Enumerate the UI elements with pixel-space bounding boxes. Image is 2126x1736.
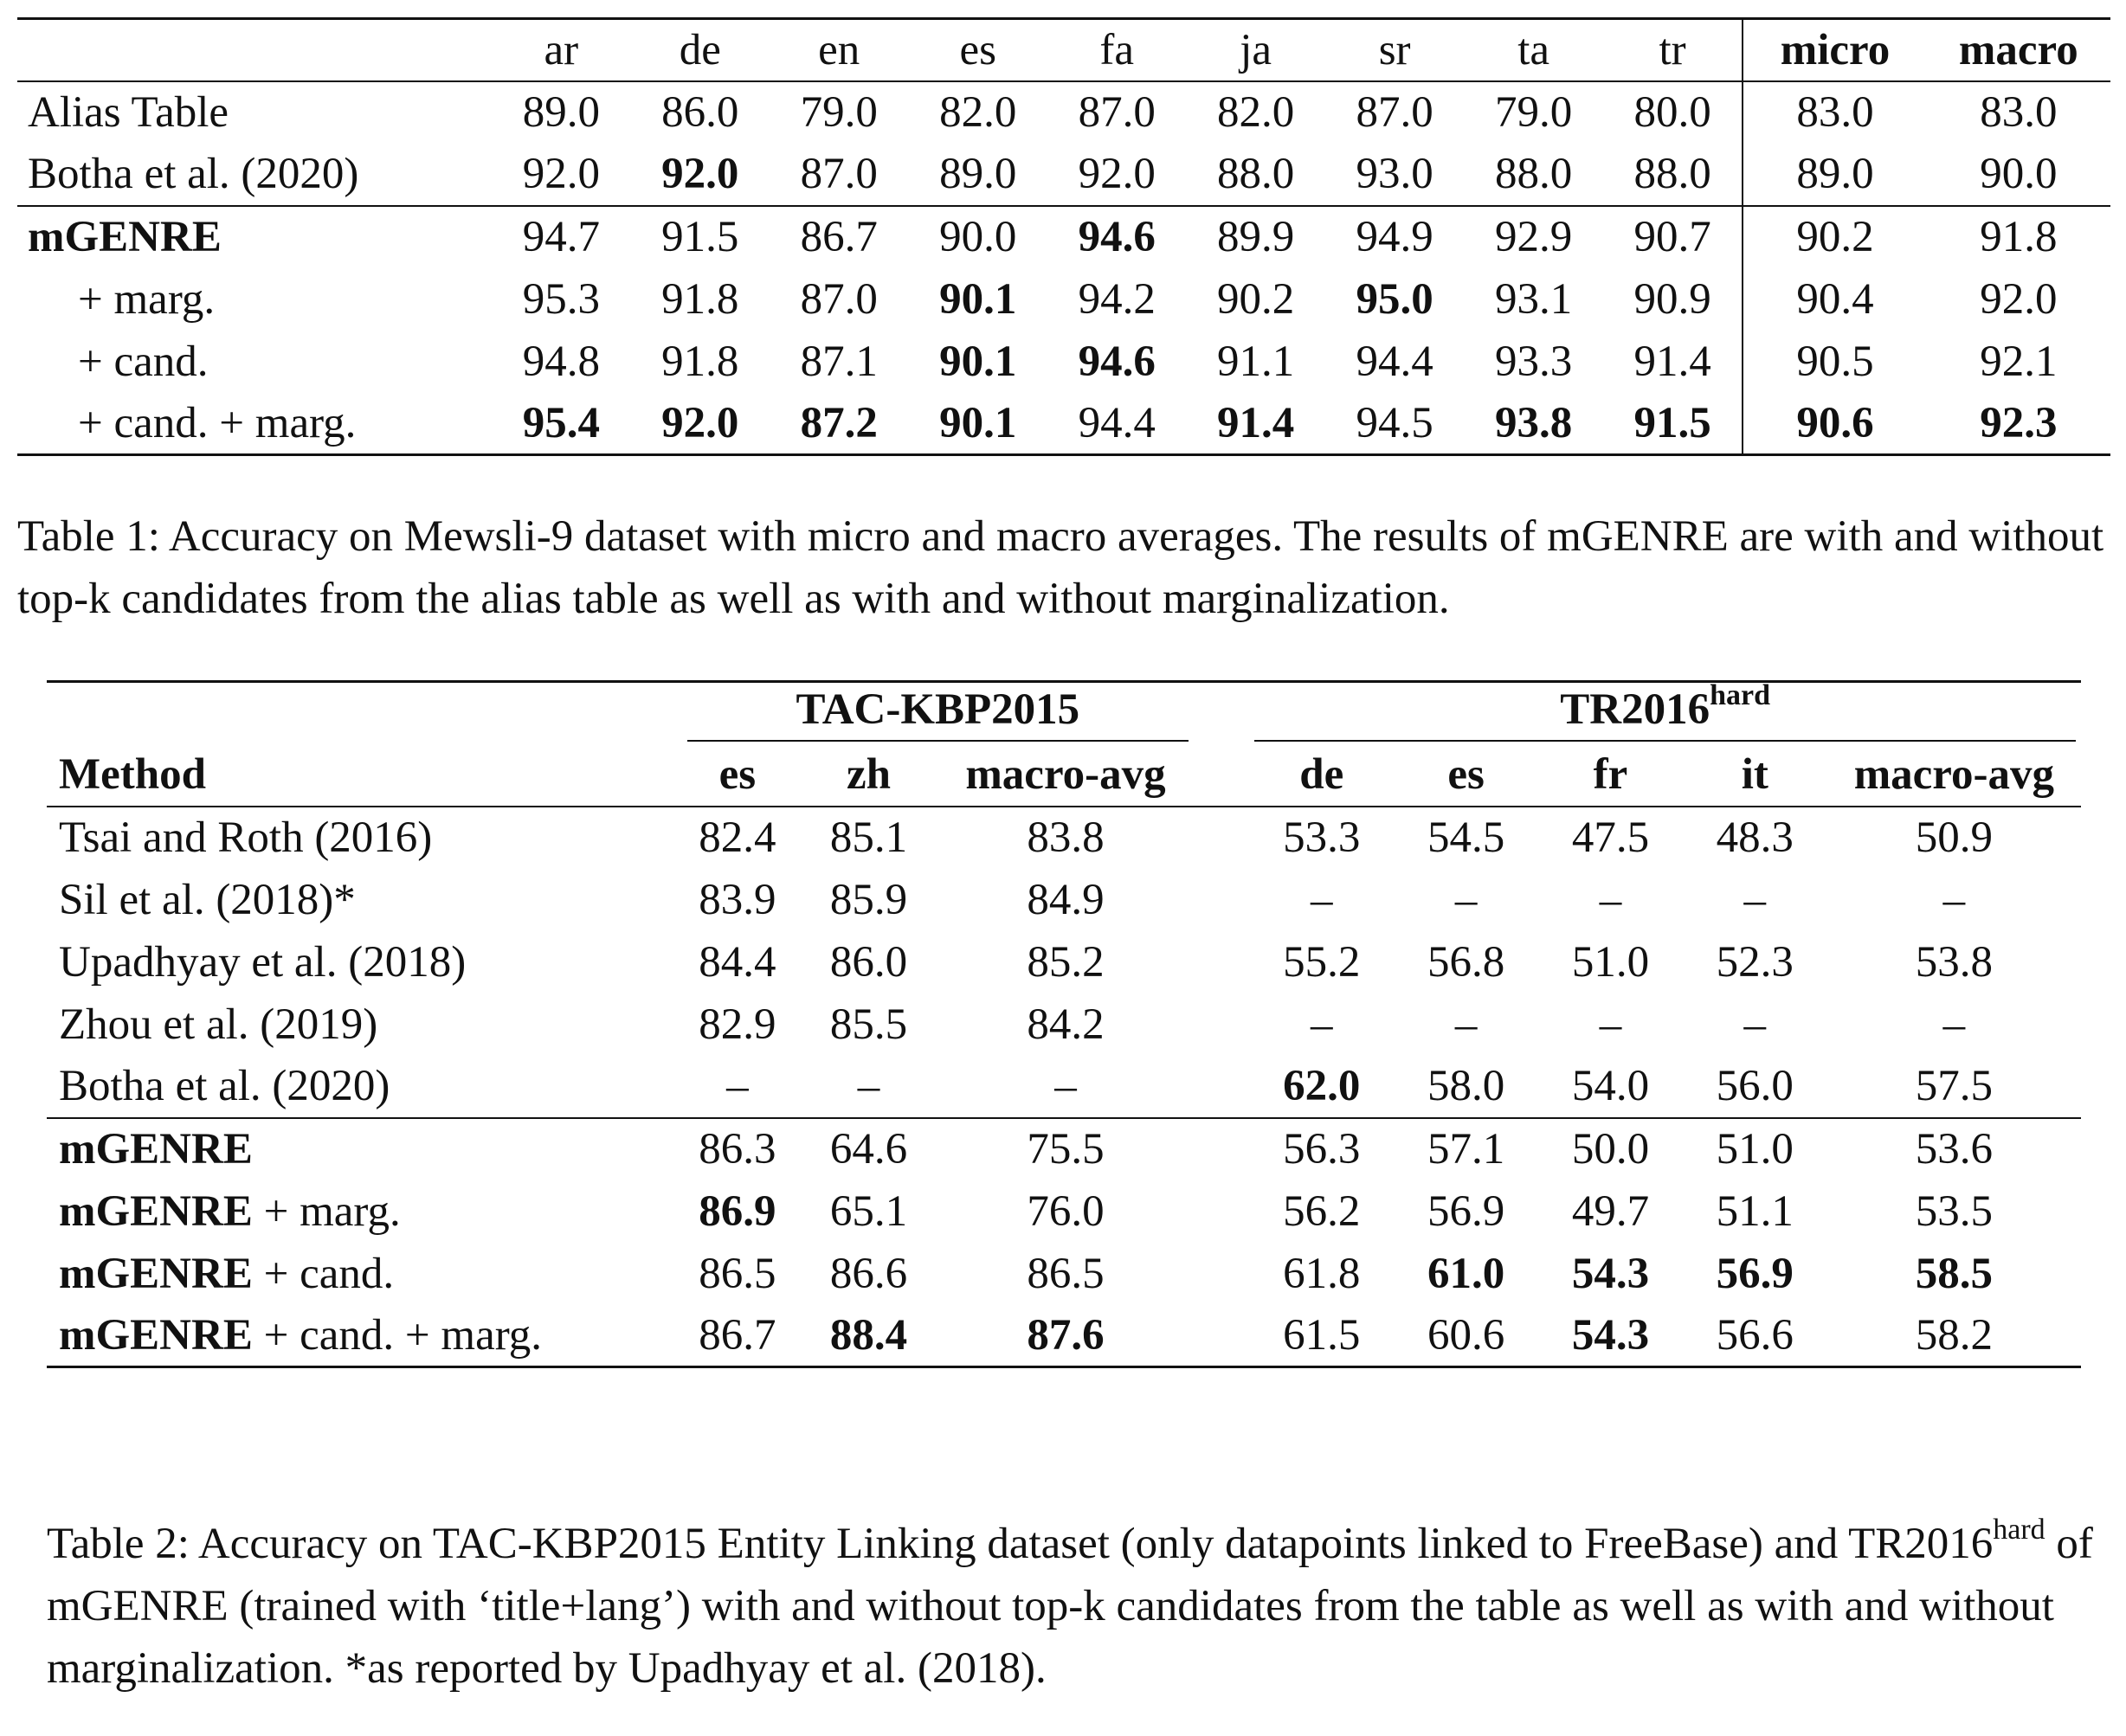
table2-caption-part2: of mGENRE (trained with ‘title+lang’) with and without top-k candidates from the table as well as with and without marginalization. *as reported by Upadhyay et al. (2018). xyxy=(47,1520,2093,1693)
cell: 89.9 xyxy=(1217,213,1295,261)
cell: 56.9 xyxy=(1716,1249,1794,1298)
cell: 53.8 xyxy=(1915,937,1993,987)
table-row xyxy=(47,1118,2081,1180)
table2-gap xyxy=(1197,1305,1250,1367)
cell: 76.0 xyxy=(1027,1186,1105,1236)
row-method: + cand. + marg. xyxy=(17,393,492,455)
cell: 92.9 xyxy=(1494,213,1573,261)
cell: 94.6 xyxy=(1078,213,1156,261)
cell: 57.5 xyxy=(1827,1056,2081,1118)
cell: 53.6 xyxy=(1915,1125,1993,1173)
cell: 49.7 xyxy=(1571,1186,1650,1236)
cell: 57.1 xyxy=(1427,1125,1505,1173)
cell: 87.0 xyxy=(1356,88,1433,137)
row-method xyxy=(47,1056,672,1118)
cell: 51.0 xyxy=(1716,1125,1794,1173)
table-row xyxy=(47,1056,2081,1118)
cell: 60.6 xyxy=(1394,1305,1538,1367)
cell: 89.0 xyxy=(908,144,1047,206)
table-row xyxy=(17,331,2110,393)
row-method: + cand. xyxy=(78,337,209,386)
cell: 93.0 xyxy=(1325,144,1464,206)
table2-gap xyxy=(1197,1243,1250,1305)
cell-micro: 90.4 xyxy=(1743,268,1926,331)
cell: – xyxy=(934,1056,1196,1118)
cell: 86.7 xyxy=(672,1305,803,1367)
cell: 94.6 xyxy=(1078,337,1156,386)
cell: 83.9 xyxy=(699,875,776,924)
table-row xyxy=(47,993,2081,1056)
table-row xyxy=(17,268,2110,331)
row-method: + marg. xyxy=(78,274,216,324)
cell: 47.5 xyxy=(1571,813,1650,862)
cell: 51.1 xyxy=(1716,1186,1794,1236)
cell: 87.0 xyxy=(770,144,908,206)
table-row xyxy=(17,81,2110,144)
table1-col-header: sr xyxy=(1325,19,1464,81)
cell: 84.4 xyxy=(699,937,776,987)
table-row xyxy=(47,1243,2081,1305)
cell: 56.6 xyxy=(1683,1305,1827,1367)
cell: 58.2 xyxy=(1827,1305,2081,1367)
row-method xyxy=(47,869,672,931)
cell: 82.0 xyxy=(939,88,1017,137)
cell: 88.0 xyxy=(1464,144,1602,206)
cell: 91.8 xyxy=(661,274,739,324)
results-table-tackbp-tr2016 xyxy=(47,680,2081,1368)
row-method-rest: Botha et al. (2020) xyxy=(59,1062,390,1110)
cell: 91.4 xyxy=(1186,393,1324,455)
cell: 87.0 xyxy=(1078,88,1156,137)
table2-gap xyxy=(1197,993,1250,1056)
table2-caption xyxy=(47,1513,2107,1700)
cell: 94.2 xyxy=(1078,274,1156,324)
cell-micro: 90.2 xyxy=(1743,206,1926,268)
cell: 86.9 xyxy=(699,1186,776,1236)
cell: 56.0 xyxy=(1683,1056,1827,1118)
row-method-bold: mGENRE xyxy=(59,1249,253,1298)
cell-micro: 90.5 xyxy=(1743,331,1926,393)
table2-col-header: zh xyxy=(803,744,935,807)
row-method xyxy=(47,1305,672,1367)
cell: 75.5 xyxy=(1027,1125,1105,1173)
cell: – xyxy=(1311,875,1333,924)
cell: 86.5 xyxy=(1027,1249,1105,1298)
table2-col-header: es xyxy=(1394,744,1538,807)
cell: 54.5 xyxy=(1427,813,1505,862)
cell: 95.3 xyxy=(522,274,600,324)
cell: 92.0 xyxy=(631,144,770,206)
row-method-rest: Zhou et al. (2019) xyxy=(59,1000,378,1049)
cell: 64.6 xyxy=(829,1125,908,1173)
cell: 61.0 xyxy=(1427,1249,1505,1298)
cell: 86.6 xyxy=(829,1249,908,1298)
cell-macro: 92.1 xyxy=(1980,337,2058,386)
cell: 90.1 xyxy=(939,337,1017,386)
cell: 95.0 xyxy=(1356,274,1433,324)
cell: 90.1 xyxy=(939,274,1017,324)
cell: 48.3 xyxy=(1716,813,1794,862)
cell: 94.9 xyxy=(1356,213,1433,261)
row-method-bold: mGENRE xyxy=(59,1125,253,1173)
cell: 90.0 xyxy=(939,213,1017,261)
row-method xyxy=(47,1180,672,1243)
table-row xyxy=(47,1180,2081,1243)
group-title-tr2016 xyxy=(1254,679,2076,742)
cell: – xyxy=(1743,875,1767,924)
cell-micro: 89.0 xyxy=(1743,144,1926,206)
cell: 90.2 xyxy=(1217,274,1295,324)
cell: 88.0 xyxy=(1186,144,1324,206)
cell: 92.0 xyxy=(492,144,630,206)
cell-macro: 83.0 xyxy=(1980,88,2058,137)
cell: 50.9 xyxy=(1915,813,1993,862)
table1-col-header: ta xyxy=(1464,19,1602,81)
row-method-bold: mGENRE xyxy=(59,1186,253,1236)
cell: 93.8 xyxy=(1464,393,1602,455)
cell: 80.0 xyxy=(1633,88,1711,137)
cell: 65.1 xyxy=(829,1186,908,1236)
cell: 61.8 xyxy=(1283,1249,1361,1298)
cell: 91.8 xyxy=(661,337,739,386)
cell: 83.8 xyxy=(1027,813,1105,862)
table1-col-header: tr xyxy=(1603,19,1743,81)
row-method xyxy=(47,931,672,993)
table2-gap xyxy=(1197,869,1250,931)
cell: – xyxy=(1454,875,1478,924)
table1-col-header: de xyxy=(631,19,770,81)
table-row xyxy=(17,144,2110,206)
table2-col-header: macro-avg xyxy=(1827,744,2081,807)
table1-col-header: en xyxy=(770,19,908,81)
cell-micro: 90.6 xyxy=(1743,393,1926,455)
cell: 85.5 xyxy=(829,1000,908,1049)
cell: 53.3 xyxy=(1283,813,1361,862)
cell: 53.5 xyxy=(1915,1186,1993,1236)
cell: 94.4 xyxy=(1047,393,1186,455)
cell: 93.1 xyxy=(1494,274,1573,324)
cell: 87.0 xyxy=(800,274,878,324)
table1-col-header: es xyxy=(908,19,1047,81)
row-method-rest: Sil et al. (2018)* xyxy=(59,875,356,924)
table2-group-tackbp xyxy=(672,682,1197,744)
table-row xyxy=(17,393,2110,455)
cell: 90.9 xyxy=(1633,274,1711,324)
cell: 95.4 xyxy=(492,393,630,455)
cell: 86.3 xyxy=(699,1125,776,1173)
cell: 50.0 xyxy=(1571,1125,1650,1173)
cell: – xyxy=(1942,1000,1966,1049)
cell: 79.0 xyxy=(800,88,878,137)
cell: 91.4 xyxy=(1633,337,1711,386)
cell: 58.5 xyxy=(1915,1249,1993,1298)
table1-col-header: ja xyxy=(1186,19,1324,81)
table-row xyxy=(47,869,2081,931)
cell: 87.1 xyxy=(800,337,878,386)
cell: 85.9 xyxy=(829,875,908,924)
table2-header-row xyxy=(47,744,2081,807)
cell-macro: 92.0 xyxy=(1980,274,2058,324)
table2-col-header: es xyxy=(672,744,803,807)
cell: – xyxy=(1743,1000,1767,1049)
row-method xyxy=(47,993,672,1056)
table2-gap xyxy=(1197,1180,1250,1243)
table2-caption-part1: Table 2: Accuracy on TAC-KBP2015 Entity Linking dataset (only datapoints linked to FreeBase) and TR2016 xyxy=(47,1520,1994,1568)
table1-caption: Table 1: Accuracy on Mewsli-9 dataset with micro and macro averages. The results of mGENRE are with and without top-k candidates from the alias table as well as with and without marginalization. xyxy=(17,512,2104,623)
cell: 52.3 xyxy=(1716,937,1794,987)
cell: – xyxy=(1311,1000,1333,1049)
table2-gap xyxy=(1197,931,1250,993)
row-method-rest: Tsai and Roth (2016) xyxy=(59,813,433,862)
cell: 88.4 xyxy=(803,1305,935,1367)
cell-micro: 83.0 xyxy=(1743,81,1926,144)
row-method: Botha et al. (2020) xyxy=(17,144,492,206)
cell: 86.0 xyxy=(661,88,739,137)
cell: 51.0 xyxy=(1571,937,1650,987)
cell: 58.0 xyxy=(1394,1056,1538,1118)
cell: 56.2 xyxy=(1283,1186,1361,1236)
table1-col-header: ar xyxy=(492,19,630,81)
table1-header-row xyxy=(17,19,2110,81)
table2-col-header: it xyxy=(1683,744,1827,807)
row-method-rest: + cand. xyxy=(252,1249,395,1298)
cell: 86.0 xyxy=(829,937,908,987)
table1-header-method xyxy=(17,19,492,81)
row-method xyxy=(47,1243,672,1305)
row-method xyxy=(47,1118,672,1180)
table-row xyxy=(17,206,2110,268)
cell: – xyxy=(1942,875,1966,924)
cell: – xyxy=(1599,875,1622,924)
cell: 62.0 xyxy=(1249,1056,1394,1118)
table2-gap xyxy=(1197,1118,1250,1180)
row-method-rest: + marg. xyxy=(252,1186,401,1236)
cell: – xyxy=(803,1056,935,1118)
table2-gap xyxy=(1197,1056,1250,1118)
cell: 84.2 xyxy=(1027,1000,1105,1049)
cell: 79.0 xyxy=(1494,88,1573,137)
cell: 94.8 xyxy=(522,337,600,386)
table-row xyxy=(47,931,2081,993)
cell: 61.5 xyxy=(1249,1305,1394,1367)
cell: 90.7 xyxy=(1633,213,1711,261)
cell: 89.0 xyxy=(522,88,600,137)
cell: 93.3 xyxy=(1494,337,1573,386)
cell: 88.0 xyxy=(1603,144,1743,206)
cell: 92.0 xyxy=(631,393,770,455)
row-method: Alias Table xyxy=(28,88,229,137)
cell-macro: 90.0 xyxy=(1927,144,2110,206)
cell: 55.2 xyxy=(1283,937,1361,987)
table-row xyxy=(47,807,2081,869)
group-title-tr2016-base: TR2016 xyxy=(1560,685,1710,735)
cell-macro: 92.3 xyxy=(1927,393,2110,455)
cell: 86.7 xyxy=(800,213,878,261)
table1-col-header-macro: macro xyxy=(1927,19,2110,81)
cell: 87.2 xyxy=(770,393,908,455)
table2-col-header: macro-avg xyxy=(934,744,1196,807)
table2-blank xyxy=(47,682,672,744)
cell: 94.4 xyxy=(1356,337,1433,386)
cell: 82.0 xyxy=(1217,88,1295,137)
cell: 54.3 xyxy=(1538,1305,1683,1367)
table-row xyxy=(47,1305,2081,1367)
cell: 85.2 xyxy=(1027,937,1105,987)
table2-method-header: Method xyxy=(47,744,672,807)
cell: 85.1 xyxy=(829,813,908,862)
cell: 92.0 xyxy=(1047,144,1186,206)
table2-caption-sup: hard xyxy=(1993,1514,2045,1546)
row-method xyxy=(47,807,672,869)
cell: 84.9 xyxy=(1027,875,1105,924)
cell: – xyxy=(1599,1000,1622,1049)
cell: 54.3 xyxy=(1571,1249,1650,1298)
table2-col-header: de xyxy=(1249,744,1394,807)
cell: 82.9 xyxy=(699,1000,776,1049)
cell: 90.1 xyxy=(908,393,1047,455)
row-method-rest: + cand. + marg. xyxy=(252,1310,543,1360)
cell: 56.3 xyxy=(1283,1125,1361,1173)
cell: 86.5 xyxy=(699,1249,776,1298)
table1-col-header: fa xyxy=(1047,19,1186,81)
table2-col-header: fr xyxy=(1538,744,1683,807)
cell: 87.6 xyxy=(934,1305,1196,1367)
cell: 56.8 xyxy=(1427,937,1505,987)
table2-gap xyxy=(1197,744,1250,807)
table2-group-tr2016 xyxy=(1249,679,2081,744)
group-title-tackbp: TAC-KBP2015 xyxy=(687,685,1189,742)
group-title-tr2016-sup: hard xyxy=(1710,679,1771,712)
cell: 91.5 xyxy=(661,213,739,261)
row-method-bold: mGENRE xyxy=(59,1310,253,1360)
table2-gap xyxy=(1197,682,1250,744)
cell: 82.4 xyxy=(699,813,776,862)
table2-group-header-row xyxy=(47,682,2081,744)
cell: 56.9 xyxy=(1427,1186,1505,1236)
table1-col-header-micro: micro xyxy=(1743,19,1926,81)
cell: 94.5 xyxy=(1325,393,1464,455)
cell: 94.7 xyxy=(522,213,600,261)
cell: 91.5 xyxy=(1603,393,1743,455)
cell: – xyxy=(1454,1000,1478,1049)
row-method: mGENRE xyxy=(28,213,222,261)
cell: 54.0 xyxy=(1538,1056,1683,1118)
results-table-mewsli9 xyxy=(17,17,2110,456)
cell: 91.1 xyxy=(1217,337,1295,386)
cell-macro: 91.8 xyxy=(1980,213,2058,261)
table2-gap xyxy=(1197,807,1250,869)
cell: – xyxy=(672,1056,803,1118)
row-method-rest: Upadhyay et al. (2018) xyxy=(59,937,467,987)
